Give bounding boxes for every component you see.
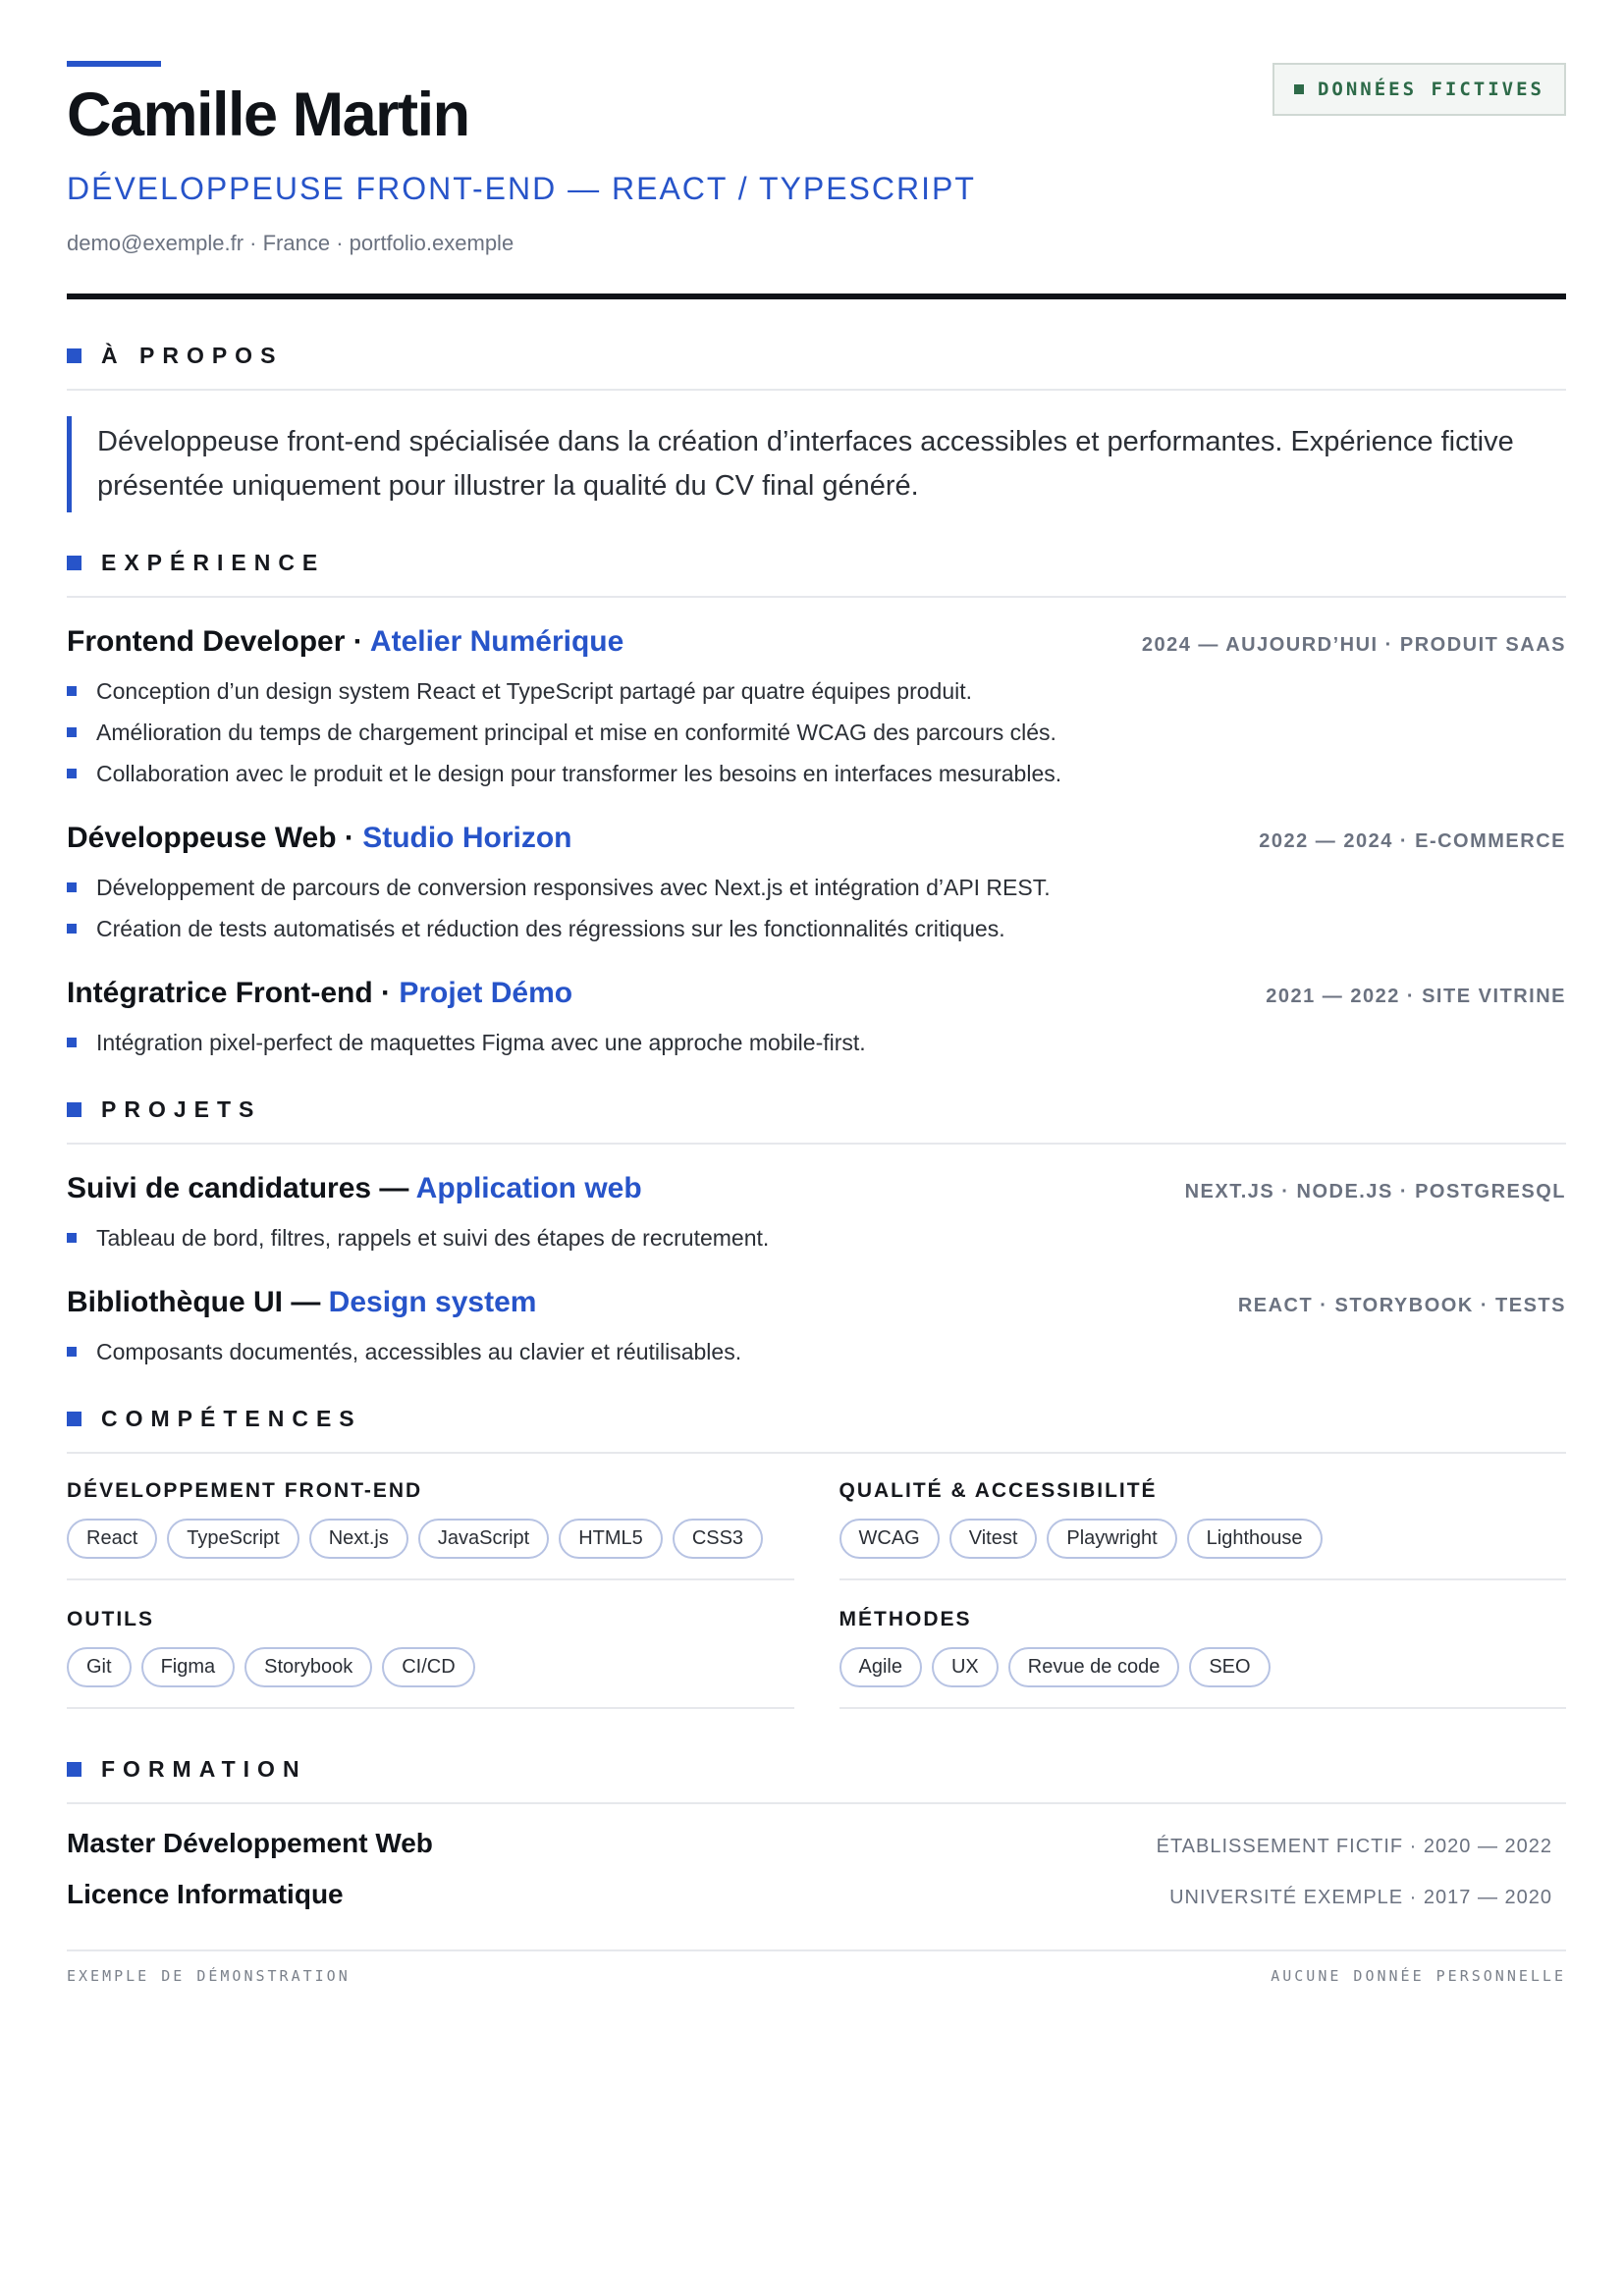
bullet-item: [67, 753, 1566, 794]
entry-header: [67, 977, 1566, 1010]
project-list: [67, 1172, 1566, 1372]
skills-grid: [67, 1479, 1566, 1736]
bullet-square-icon: [67, 1233, 77, 1243]
degree-title: Licence Informatique: [67, 1879, 344, 1910]
entry-role: Bibliothèque UI —: [67, 1286, 329, 1319]
skill-tag: Playwright: [1047, 1519, 1176, 1559]
skill-tags: [67, 1647, 794, 1687]
bullet-item: [67, 1217, 1566, 1258]
degree-meta: ÉTABLISSEMENT FICTIF · 2020 — 2022: [1156, 1836, 1552, 1858]
bullet-square-icon: [67, 769, 77, 778]
footer: [67, 1949, 1566, 1985]
bullet-item: [67, 1331, 1566, 1372]
project-entry: [67, 1286, 1566, 1372]
skill-group-title: OUTILS: [67, 1608, 154, 1631]
header-accent-bar: [67, 61, 161, 67]
section-header-experience: [67, 550, 1566, 598]
bullet-text: Amélioration du temps de chargement principal et mise en conformité WCAG des parcours clés.: [96, 720, 1056, 746]
skill-group: [839, 1479, 1567, 1580]
degree-meta: UNIVERSITÉ EXEMPLE · 2017 — 2020: [1169, 1887, 1552, 1909]
candidate-name: Camille Martin: [67, 80, 469, 149]
bullet-item: [67, 1022, 1566, 1063]
skill-tag: Vitest: [949, 1519, 1038, 1559]
degree-title: Master Développement Web: [67, 1828, 433, 1859]
entry-meta: 2024 — AUJOURD’HUI · PRODUIT SAAS: [1141, 634, 1566, 657]
skill-tag: Revue de code: [1008, 1647, 1180, 1687]
education-entry: [67, 1879, 1566, 1910]
candidate-role: DÉVELOPPEUSE FRONT-END — REACT / TYPESCRIPT: [67, 171, 976, 207]
skill-group-title: MÉTHODES: [839, 1608, 972, 1631]
bullet-text: Développement de parcours de conversion responsives avec Next.js et intégration d’API REST.: [96, 875, 1051, 901]
section-square-icon: [67, 1762, 81, 1777]
entry-header: [67, 625, 1566, 659]
entry-role: Suivi de candidatures —: [67, 1172, 416, 1205]
section-header-skills: [67, 1406, 1566, 1454]
skill-tag: CSS3: [673, 1519, 763, 1559]
entry-title: [67, 977, 572, 1010]
entry-meta: NEXT.JS · NODE.JS · POSTGRESQL: [1184, 1181, 1566, 1203]
entry-header: [67, 1172, 1566, 1205]
skill-tag: JavaScript: [418, 1519, 549, 1559]
entry-organization: Atelier Numérique: [369, 625, 624, 659]
entry-organization: Design system: [328, 1286, 537, 1319]
skill-tag: TypeScript: [167, 1519, 298, 1559]
section-square-icon: [67, 556, 81, 570]
skill-tag: SEO: [1189, 1647, 1270, 1687]
bullet-text: Tableau de bord, filtres, rappels et suivi des étapes de recrutement.: [96, 1225, 770, 1252]
section-title: PROJETS: [101, 1096, 262, 1123]
skill-tag: Git: [67, 1647, 132, 1687]
entry-organization: Projet Démo: [399, 977, 573, 1010]
skill-tag: Storybook: [244, 1647, 372, 1687]
skill-tag: React: [67, 1519, 157, 1559]
entry-meta: REACT · STORYBOOK · TESTS: [1237, 1295, 1566, 1317]
skill-tags: [839, 1519, 1567, 1559]
section-title: COMPÉTENCES: [101, 1406, 362, 1432]
bullet-list: [67, 1331, 1566, 1372]
footer-right: AUCUNE DONNÉE PERSONNELLE: [1271, 1967, 1566, 1986]
skill-group-title: DÉVELOPPEMENT FRONT-END: [67, 1479, 423, 1503]
section-square-icon: [67, 1412, 81, 1426]
bullet-item: [67, 867, 1566, 908]
bullet-square-icon: [67, 1347, 77, 1357]
bullet-list: [67, 867, 1566, 949]
section-square-icon: [67, 348, 81, 363]
bullet-text: Collaboration avec le produit et le design pour transformer les besoins en interfaces mesurables.: [96, 761, 1062, 787]
skill-tag: Next.js: [309, 1519, 408, 1559]
entry-meta: 2022 — 2024 · E-COMMERCE: [1259, 830, 1566, 853]
bullet-item: [67, 712, 1566, 753]
skill-tag: Lighthouse: [1187, 1519, 1323, 1559]
section-header-projects: [67, 1096, 1566, 1145]
skill-tags: [67, 1519, 794, 1559]
bullet-square-icon: [67, 924, 77, 934]
entry-role: Développeuse Web ·: [67, 822, 363, 855]
entry-role: Frontend Developer ·: [67, 625, 370, 659]
bullet-square-icon: [67, 727, 77, 737]
bullet-square-icon: [67, 882, 77, 892]
badge-label: DONNÉES FICTIVES: [1317, 79, 1544, 100]
skill-tags: [839, 1647, 1567, 1687]
section-square-icon: [67, 1102, 81, 1117]
section-header-about: [67, 343, 1566, 391]
education-list: [67, 1828, 1566, 1910]
bullet-item: [67, 908, 1566, 949]
fictive-data-badge: [1272, 63, 1566, 116]
bullet-list: [67, 670, 1566, 794]
project-entry: [67, 1172, 1566, 1258]
experience-list: [67, 625, 1566, 1063]
entry-organization: Studio Horizon: [362, 822, 572, 855]
skill-group: [67, 1608, 794, 1709]
entry-title: [67, 822, 571, 855]
bullet-square-icon: [67, 1038, 77, 1047]
cv-page: [67, 61, 1566, 1985]
bullet-list: [67, 1022, 1566, 1063]
skill-tag: UX: [932, 1647, 999, 1687]
entry-title: [67, 1172, 642, 1205]
section-title: À PROPOS: [101, 343, 284, 369]
bullet-item: [67, 670, 1566, 712]
badge-square-icon: [1294, 84, 1304, 94]
bullet-text: Création de tests automatisés et réduction des régressions sur les fonctionnalités critiques.: [96, 916, 1005, 942]
section-header-education: [67, 1756, 1566, 1804]
skill-tag: WCAG: [839, 1519, 940, 1559]
bullet-text: Intégration pixel-perfect de maquettes Figma avec une approche mobile-first.: [96, 1030, 866, 1056]
bullet-text: Conception d’un design system React et TypeScript partagé par quatre équipes produit.: [96, 678, 973, 705]
skill-tag: Agile: [839, 1647, 922, 1687]
entry-role: Intégratrice Front-end ·: [67, 977, 400, 1010]
entry-header: [67, 822, 1566, 855]
skill-tag: CI/CD: [382, 1647, 474, 1687]
section-title: EXPÉRIENCE: [101, 550, 326, 576]
entry-meta: 2021 — 2022 · SITE VITRINE: [1266, 986, 1566, 1008]
contact-line: demo@exemple.fr · France · portfolio.exemple: [67, 231, 514, 256]
footer-left: EXEMPLE DE DÉMONSTRATION: [67, 1967, 351, 1986]
section-title: FORMATION: [101, 1756, 307, 1783]
experience-entry: [67, 625, 1566, 794]
skill-group: [67, 1479, 794, 1580]
entry-header: [67, 1286, 1566, 1319]
bullet-square-icon: [67, 686, 77, 696]
bullet-text: Composants documentés, accessibles au clavier et réutilisables.: [96, 1339, 742, 1365]
experience-entry: [67, 822, 1566, 949]
entry-organization: Application web: [415, 1172, 642, 1205]
experience-entry: [67, 977, 1566, 1063]
header-divider: [67, 294, 1566, 299]
about-text: Développeuse front-end spécialisée dans la création d’interfaces accessibles et performantes. Expérience fictive présentée uniquement pour illustrer la qualité du CV final généré.: [67, 416, 1566, 512]
skill-tag: Figma: [141, 1647, 236, 1687]
education-entry: [67, 1828, 1566, 1859]
skill-group: [839, 1608, 1567, 1709]
entry-title: [67, 625, 623, 659]
entry-title: [67, 1286, 536, 1319]
bullet-list: [67, 1217, 1566, 1258]
skill-tag: HTML5: [559, 1519, 663, 1559]
skill-group-title: QUALITÉ & ACCESSIBILITÉ: [839, 1479, 1158, 1503]
